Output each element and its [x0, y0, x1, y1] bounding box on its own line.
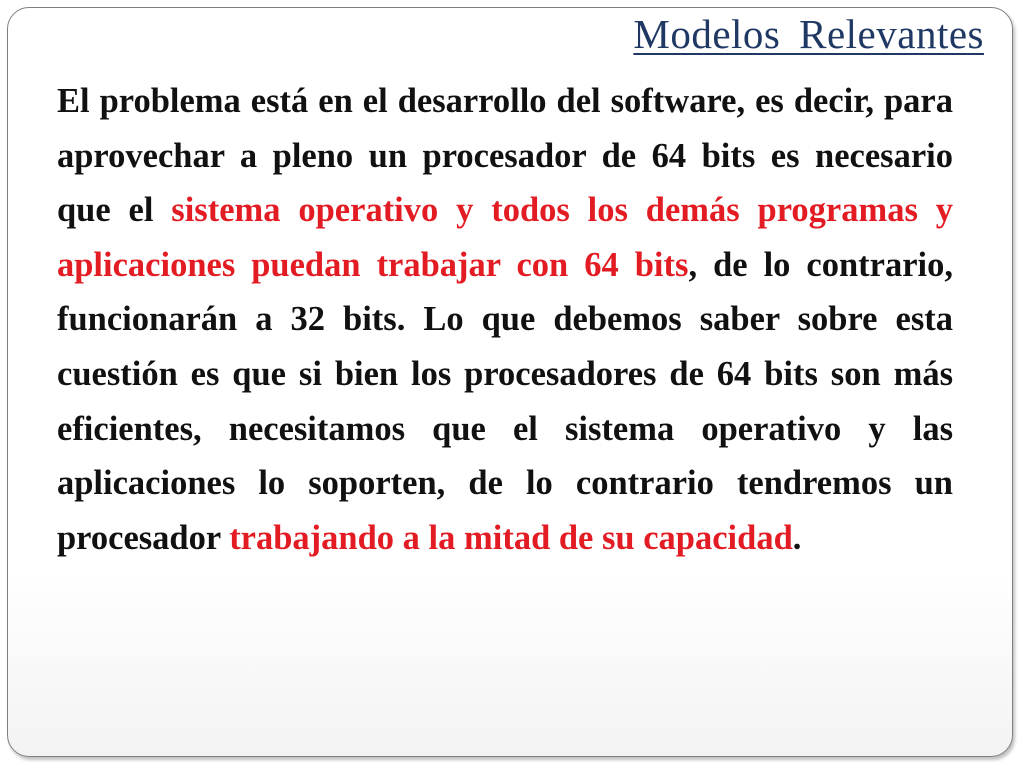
slide-title: Modelos Relevantes [633, 11, 984, 57]
text-segment: , de lo contrario, funcionarán a 32 bits. Lo que debemos saber sobre esta cuestión es que si bien los procesadores de 64 bits son más eficientes, necesitamos que el sistema operativo y las aplicaciones lo soporten, de lo contrario tendremos un procesador [57, 245, 953, 557]
body-paragraph [57, 74, 953, 565]
highlighted-text: sistema operativo y todos los demás programas y aplicaciones puedan trabajar con 64 bits [57, 191, 953, 284]
highlighted-text: trabajando a la mitad de su capacidad [229, 518, 793, 557]
text-segment: . [792, 518, 802, 557]
text-segment: El problema está en el desarrollo del software, es decir, para aprovechar a pleno un procesador de 64 bits es necesario que el [57, 82, 953, 230]
